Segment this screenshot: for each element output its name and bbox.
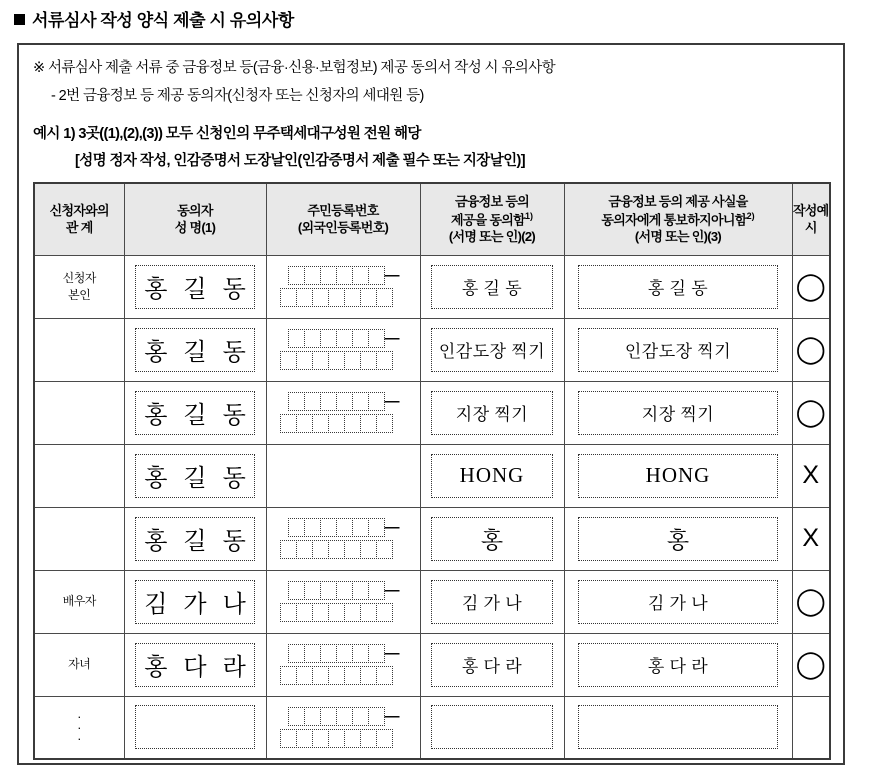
ssn-digit-cell[interactable] — [320, 707, 337, 726]
ssn-digit-cell[interactable] — [368, 392, 385, 411]
relation-label-line1: 배우자 — [62, 594, 96, 609]
ssn-digit-cell[interactable] — [352, 392, 369, 411]
header-ssn-line1: 주민등록번호 — [307, 203, 379, 219]
cell-ssn — [266, 255, 420, 318]
ssn-digit-cell[interactable] — [376, 729, 393, 748]
consent-signature-box[interactable]: 홍 길 동 — [431, 265, 553, 309]
ssn-dash-separator: — — [384, 582, 400, 600]
header-ssn-line2: (외국인등록번호) — [297, 220, 389, 236]
relation-label-line2: 본인 — [68, 287, 91, 302]
consent-signature-box[interactable]: 홍 다 라 — [431, 643, 553, 687]
example-subheading: [성명 정자 작성, 인감증명서 도장날인(인감증명서 제출 필수 또는 지장날인)] — [75, 153, 525, 170]
header-name-line2: 성 명(1) — [174, 220, 216, 236]
cell-ssn — [266, 381, 420, 444]
cell-name — [124, 570, 266, 633]
name-entry-box[interactable] — [135, 705, 255, 749]
ssn-digit-cell[interactable] — [336, 707, 353, 726]
ssn-digit-cell[interactable] — [320, 581, 337, 600]
ssn-digit-cell[interactable] — [280, 540, 297, 559]
ssn-digit-cell[interactable] — [344, 351, 361, 370]
ssn-grid-row[interactable] — [288, 392, 399, 411]
ssn-digit-cell[interactable] — [288, 392, 305, 411]
ssn-digit-cell[interactable] — [288, 518, 305, 537]
notice-box — [17, 43, 845, 765]
ssn-digit-cell[interactable] — [344, 540, 361, 559]
ssn-digit-cell[interactable] — [312, 666, 329, 685]
cell-relation — [34, 318, 124, 381]
cell-ssn — [266, 507, 420, 570]
ssn-digit-cell[interactable] — [328, 288, 345, 307]
cell-notify-signature — [564, 633, 792, 696]
cell-relation — [34, 507, 124, 570]
ssn-dash-separator: — — [384, 267, 400, 285]
ssn-digit-cell[interactable] — [288, 644, 305, 663]
name-entry-box[interactable]: 홍 길 동 — [135, 328, 255, 372]
cell-example-mark — [792, 381, 830, 444]
ssn-grid-row[interactable] — [280, 351, 407, 370]
ssn-entry-grid[interactable] — [267, 707, 420, 748]
cell-example-mark — [792, 633, 830, 696]
square-bullet-icon — [14, 14, 25, 25]
ssn-digit-cell[interactable] — [304, 518, 321, 537]
header-notify-footnote-marker: 2) — [746, 210, 755, 221]
ssn-digit-cells[interactable] — [280, 729, 393, 748]
ssn-digit-cells[interactable] — [280, 603, 393, 622]
ssn-digit-cell[interactable] — [360, 666, 377, 685]
cell-consent-signature — [420, 444, 564, 507]
ssn-digit-cell[interactable] — [304, 644, 321, 663]
cell-ssn — [266, 570, 420, 633]
table-row — [34, 570, 830, 633]
notify-signature-box[interactable] — [578, 705, 778, 749]
notify-signature-box[interactable]: 홍 다 라 — [578, 643, 778, 687]
ssn-digit-cell[interactable] — [296, 414, 313, 433]
table-row — [34, 318, 830, 381]
circle-mark-icon: ◯ — [795, 586, 826, 617]
ssn-digit-cells[interactable] — [288, 644, 385, 663]
header-notify-line3: (서명 또는 인)(3) — [634, 229, 722, 245]
cell-relation — [34, 381, 124, 444]
ssn-digit-cell[interactable] — [368, 581, 385, 600]
table-row — [34, 696, 830, 759]
cell-name — [124, 633, 266, 696]
ssn-grid-row[interactable] — [280, 414, 407, 433]
relation-label — [35, 593, 124, 610]
ssn-dash-separator: — — [384, 645, 400, 663]
relation-label-line1: 신청자 — [62, 270, 96, 285]
cell-relation — [34, 696, 124, 759]
ssn-digit-cell[interactable] — [328, 351, 345, 370]
ssn-digit-cells[interactable] — [280, 540, 393, 559]
consent-signature-box[interactable]: 홍 — [431, 517, 553, 561]
header-consent — [420, 183, 564, 255]
cell-notify-signature — [564, 570, 792, 633]
ssn-digit-cell[interactable] — [344, 414, 361, 433]
ssn-entry-grid[interactable] — [267, 518, 420, 559]
ssn-digit-cell[interactable] — [336, 392, 353, 411]
cell-ssn — [266, 633, 420, 696]
ssn-digit-cell[interactable] — [296, 540, 313, 559]
ssn-grid-row[interactable] — [288, 266, 399, 285]
ssn-digit-cell[interactable] — [296, 351, 313, 370]
ssn-digit-cell[interactable] — [360, 414, 377, 433]
ssn-digit-cell[interactable] — [336, 581, 353, 600]
ssn-digit-cells[interactable] — [280, 666, 393, 685]
header-example-mark: 작성예시 — [792, 183, 830, 255]
ssn-digit-cells[interactable] — [288, 707, 385, 726]
ssn-grid-row[interactable] — [288, 329, 399, 348]
header-consent-line3: (서명 또는 인)(2) — [448, 229, 536, 245]
ssn-digit-cell[interactable] — [368, 266, 385, 285]
cell-consent-signature — [420, 255, 564, 318]
ssn-digit-cell[interactable] — [376, 351, 393, 370]
ssn-digit-cell[interactable] — [296, 729, 313, 748]
ssn-digit-cell[interactable] — [320, 392, 337, 411]
cell-relation — [34, 255, 124, 318]
notify-signature-box[interactable]: 김 가 나 — [578, 580, 778, 624]
ssn-entry-grid[interactable] — [267, 392, 420, 433]
table-header-row — [34, 183, 830, 255]
ssn-entry-grid[interactable] — [267, 329, 420, 370]
cell-example-mark — [792, 318, 830, 381]
header-consent-line2 — [421, 211, 564, 228]
cell-name — [124, 507, 266, 570]
ssn-digit-cell[interactable] — [360, 288, 377, 307]
ssn-grid-row[interactable] — [280, 729, 407, 748]
table-row — [34, 507, 830, 570]
ssn-digit-cell[interactable] — [320, 266, 337, 285]
ssn-digit-cell[interactable] — [280, 603, 297, 622]
ssn-digit-cell[interactable] — [376, 288, 393, 307]
circle-mark-icon: ◯ — [795, 334, 826, 365]
cell-name — [124, 696, 266, 759]
ssn-dash-separator: — — [384, 330, 400, 348]
cell-consent-signature — [420, 633, 564, 696]
cell-ssn — [266, 444, 420, 507]
name-entry-box[interactable]: 홍 길 동 — [135, 391, 255, 435]
table-row — [34, 255, 830, 318]
ssn-grid-row[interactable] — [288, 518, 399, 537]
vertical-ellipsis-icon: . . . — [77, 706, 82, 744]
ssn-digit-cell[interactable] — [360, 540, 377, 559]
cell-ssn — [266, 696, 420, 759]
table-body — [34, 255, 830, 759]
ssn-digit-cells[interactable] — [288, 392, 385, 411]
header-relation-line1: 신청자와의 — [49, 203, 109, 219]
ssn-digit-cell[interactable] — [352, 329, 369, 348]
ssn-digit-cell[interactable] — [304, 329, 321, 348]
header-consent-footnote-marker: 1) — [525, 210, 534, 221]
ssn-digit-cell[interactable] — [296, 666, 313, 685]
ssn-digit-cells[interactable] — [288, 329, 385, 348]
notify-signature-box[interactable]: 인감도장 찍기 — [578, 328, 778, 372]
cell-consent-signature — [420, 570, 564, 633]
ssn-grid-row[interactable] — [280, 288, 407, 307]
name-entry-box[interactable]: 김 가 나 — [135, 580, 255, 624]
ssn-digit-cell[interactable] — [352, 518, 369, 537]
ssn-dash-separator: — — [384, 519, 400, 537]
ssn-digit-cell[interactable] — [296, 603, 313, 622]
ssn-digit-cell[interactable] — [344, 288, 361, 307]
ssn-digit-cell[interactable] — [288, 329, 305, 348]
consent-signature-box[interactable]: 김 가 나 — [431, 580, 553, 624]
ssn-digit-cell[interactable] — [312, 603, 329, 622]
ssn-digit-cell[interactable] — [360, 729, 377, 748]
ssn-digit-cell[interactable] — [288, 266, 305, 285]
name-entry-box[interactable]: 홍 길 동 — [135, 517, 255, 561]
consent-example-table — [33, 182, 831, 760]
cell-consent-signature — [420, 507, 564, 570]
ssn-digit-cell[interactable] — [336, 266, 353, 285]
name-entry-box[interactable]: 홍 다 라 — [135, 643, 255, 687]
table-row — [34, 633, 830, 696]
ssn-digit-cell[interactable] — [320, 329, 337, 348]
ssn-digit-cell[interactable] — [320, 644, 337, 663]
cell-notify-signature — [564, 381, 792, 444]
example-heading: 예시 1) 3곳((1),(2),(3)) 모두 신청인의 무주택세대구성원 전원 해당 — [33, 126, 421, 143]
cell-example-mark — [792, 255, 830, 318]
cross-mark-icon: X — [802, 524, 820, 553]
notify-signature-box[interactable]: 홍 길 동 — [578, 265, 778, 309]
notify-signature-box[interactable]: 지장 찍기 — [578, 391, 778, 435]
ssn-digit-cell[interactable] — [376, 603, 393, 622]
ssn-entry-grid[interactable] — [267, 644, 420, 685]
ssn-digit-cells[interactable] — [288, 518, 385, 537]
ssn-digit-cell[interactable] — [328, 414, 345, 433]
ssn-entry-grid[interactable] — [267, 581, 420, 622]
ssn-digit-cell[interactable] — [280, 666, 297, 685]
ssn-dash-separator: — — [384, 707, 400, 725]
ssn-digit-cell[interactable] — [368, 329, 385, 348]
notify-signature-box[interactable]: 홍 — [578, 517, 778, 561]
cell-example-mark — [792, 444, 830, 507]
cell-consent-signature — [420, 381, 564, 444]
header-consent-line1: 금융정보 등의 — [454, 194, 530, 210]
ssn-digit-cell[interactable] — [368, 518, 385, 537]
ssn-digit-cell[interactable] — [304, 266, 321, 285]
ssn-digit-cell[interactable] — [376, 666, 393, 685]
header-ssn — [266, 183, 420, 255]
cell-notify-signature — [564, 255, 792, 318]
note-line-1: ※ 서류심사 제출 서류 중 금융정보 등(금융·신용·보험정보) 제공 동의서 작성 시 유의사항 — [33, 60, 556, 76]
consent-signature-box[interactable]: HONG — [431, 454, 553, 498]
header-relation-line2: 관 계 — [65, 220, 93, 236]
ssn-digit-cells[interactable] — [288, 581, 385, 600]
header-name-line1: 동의자 — [177, 203, 213, 219]
page-title-text: 서류심사 작성 양식 제출 시 유의사항 — [32, 11, 294, 30]
ssn-digit-cell[interactable] — [344, 666, 361, 685]
ssn-digit-cell[interactable] — [336, 518, 353, 537]
cell-name — [124, 255, 266, 318]
ssn-digit-cell[interactable] — [368, 707, 385, 726]
cell-notify-signature — [564, 318, 792, 381]
cell-name — [124, 444, 266, 507]
ssn-grid-row[interactable] — [280, 603, 407, 622]
relation-label — [35, 656, 124, 673]
ssn-digit-cell[interactable] — [376, 540, 393, 559]
ssn-grid-row[interactable] — [288, 707, 399, 726]
ssn-digit-cell[interactable] — [280, 729, 297, 748]
ssn-digit-cells[interactable] — [280, 351, 393, 370]
cell-ssn — [266, 318, 420, 381]
ssn-digit-cell[interactable] — [336, 329, 353, 348]
ssn-digit-cell[interactable] — [360, 603, 377, 622]
ssn-grid-row[interactable] — [280, 540, 407, 559]
ssn-digit-cell[interactable] — [368, 644, 385, 663]
ssn-digit-cell[interactable] — [312, 729, 329, 748]
ssn-digit-cell[interactable] — [288, 707, 305, 726]
ssn-digit-cells[interactable] — [280, 414, 393, 433]
ssn-entry-grid[interactable] — [267, 266, 420, 307]
ssn-dash-separator: — — [384, 393, 400, 411]
ssn-digit-cell[interactable] — [328, 540, 345, 559]
name-entry-box[interactable]: 홍 길 동 — [135, 454, 255, 498]
cell-relation — [34, 633, 124, 696]
ssn-digit-cell[interactable] — [352, 644, 369, 663]
consent-signature-box[interactable]: 지장 찍기 — [431, 391, 553, 435]
cell-relation — [34, 444, 124, 507]
ssn-digit-cell[interactable] — [288, 581, 305, 600]
notify-signature-box[interactable]: HONG — [578, 454, 778, 498]
header-consent-line2-text: 제공을 동의함 — [450, 211, 526, 227]
ssn-digit-cell[interactable] — [344, 729, 361, 748]
ssn-digit-cell[interactable] — [312, 540, 329, 559]
ssn-digit-cell[interactable] — [376, 414, 393, 433]
cell-example-mark — [792, 507, 830, 570]
cell-example-mark — [792, 696, 830, 759]
ssn-digit-cell[interactable] — [344, 603, 361, 622]
ssn-digit-cell[interactable] — [280, 351, 297, 370]
ssn-digit-cell[interactable] — [312, 351, 329, 370]
relation-label — [35, 270, 124, 304]
header-notify-line1: 금융정보 등의 제공 사실을 — [608, 194, 748, 210]
header-relation — [34, 183, 124, 255]
ssn-digit-cell[interactable] — [304, 581, 321, 600]
cell-name — [124, 318, 266, 381]
cell-name — [124, 381, 266, 444]
ssn-digit-cell[interactable] — [328, 603, 345, 622]
page-title — [14, 6, 294, 31]
table-row — [34, 444, 830, 507]
circle-mark-icon: ◯ — [795, 271, 826, 302]
ssn-digit-cell[interactable] — [304, 392, 321, 411]
ssn-grid-row[interactable] — [280, 666, 407, 685]
ssn-digit-cell[interactable] — [352, 266, 369, 285]
ssn-digit-cell[interactable] — [304, 707, 321, 726]
ssn-digit-cell[interactable] — [352, 581, 369, 600]
cross-mark-icon: X — [802, 461, 820, 490]
ssn-digit-cell[interactable] — [280, 414, 297, 433]
ssn-digit-cells[interactable] — [280, 288, 393, 307]
ssn-digit-cell[interactable] — [312, 288, 329, 307]
ssn-digit-cell[interactable] — [360, 351, 377, 370]
cell-consent-signature — [420, 318, 564, 381]
note-line-2: - 2번 금융정보 등 제공 동의자(신청자 또는 신청자의 세대원 등) — [51, 88, 424, 105]
ssn-grid-row[interactable] — [288, 581, 399, 600]
header-notify-line2-text: 동의자에게 통보하지아니함 — [601, 211, 747, 227]
ssn-digit-cell[interactable] — [352, 707, 369, 726]
header-notify-line2 — [565, 211, 792, 228]
ssn-digit-cell[interactable] — [280, 288, 297, 307]
ssn-digit-cell[interactable] — [328, 666, 345, 685]
cell-notify-signature — [564, 696, 792, 759]
relation-label-line1: 자녀 — [68, 657, 91, 672]
ssn-digit-cell[interactable] — [312, 414, 329, 433]
name-entry-box[interactable]: 홍 길 동 — [135, 265, 255, 309]
table-row — [34, 381, 830, 444]
ssn-digit-cell[interactable] — [296, 288, 313, 307]
circle-mark-icon: ◯ — [795, 649, 826, 680]
ssn-digit-cell[interactable] — [328, 729, 345, 748]
cell-notify-signature — [564, 444, 792, 507]
ssn-digit-cells[interactable] — [288, 266, 385, 285]
consent-signature-box[interactable]: 인감도장 찍기 — [431, 328, 553, 372]
circle-mark-icon: ◯ — [795, 397, 826, 428]
header-name — [124, 183, 266, 255]
cell-example-mark — [792, 570, 830, 633]
header-notify — [564, 183, 792, 255]
ssn-grid-row[interactable] — [288, 644, 399, 663]
consent-signature-box[interactable] — [431, 705, 553, 749]
ssn-digit-cell[interactable] — [320, 518, 337, 537]
cell-relation — [34, 570, 124, 633]
cell-consent-signature — [420, 696, 564, 759]
cell-notify-signature — [564, 507, 792, 570]
ssn-digit-cell[interactable] — [336, 644, 353, 663]
